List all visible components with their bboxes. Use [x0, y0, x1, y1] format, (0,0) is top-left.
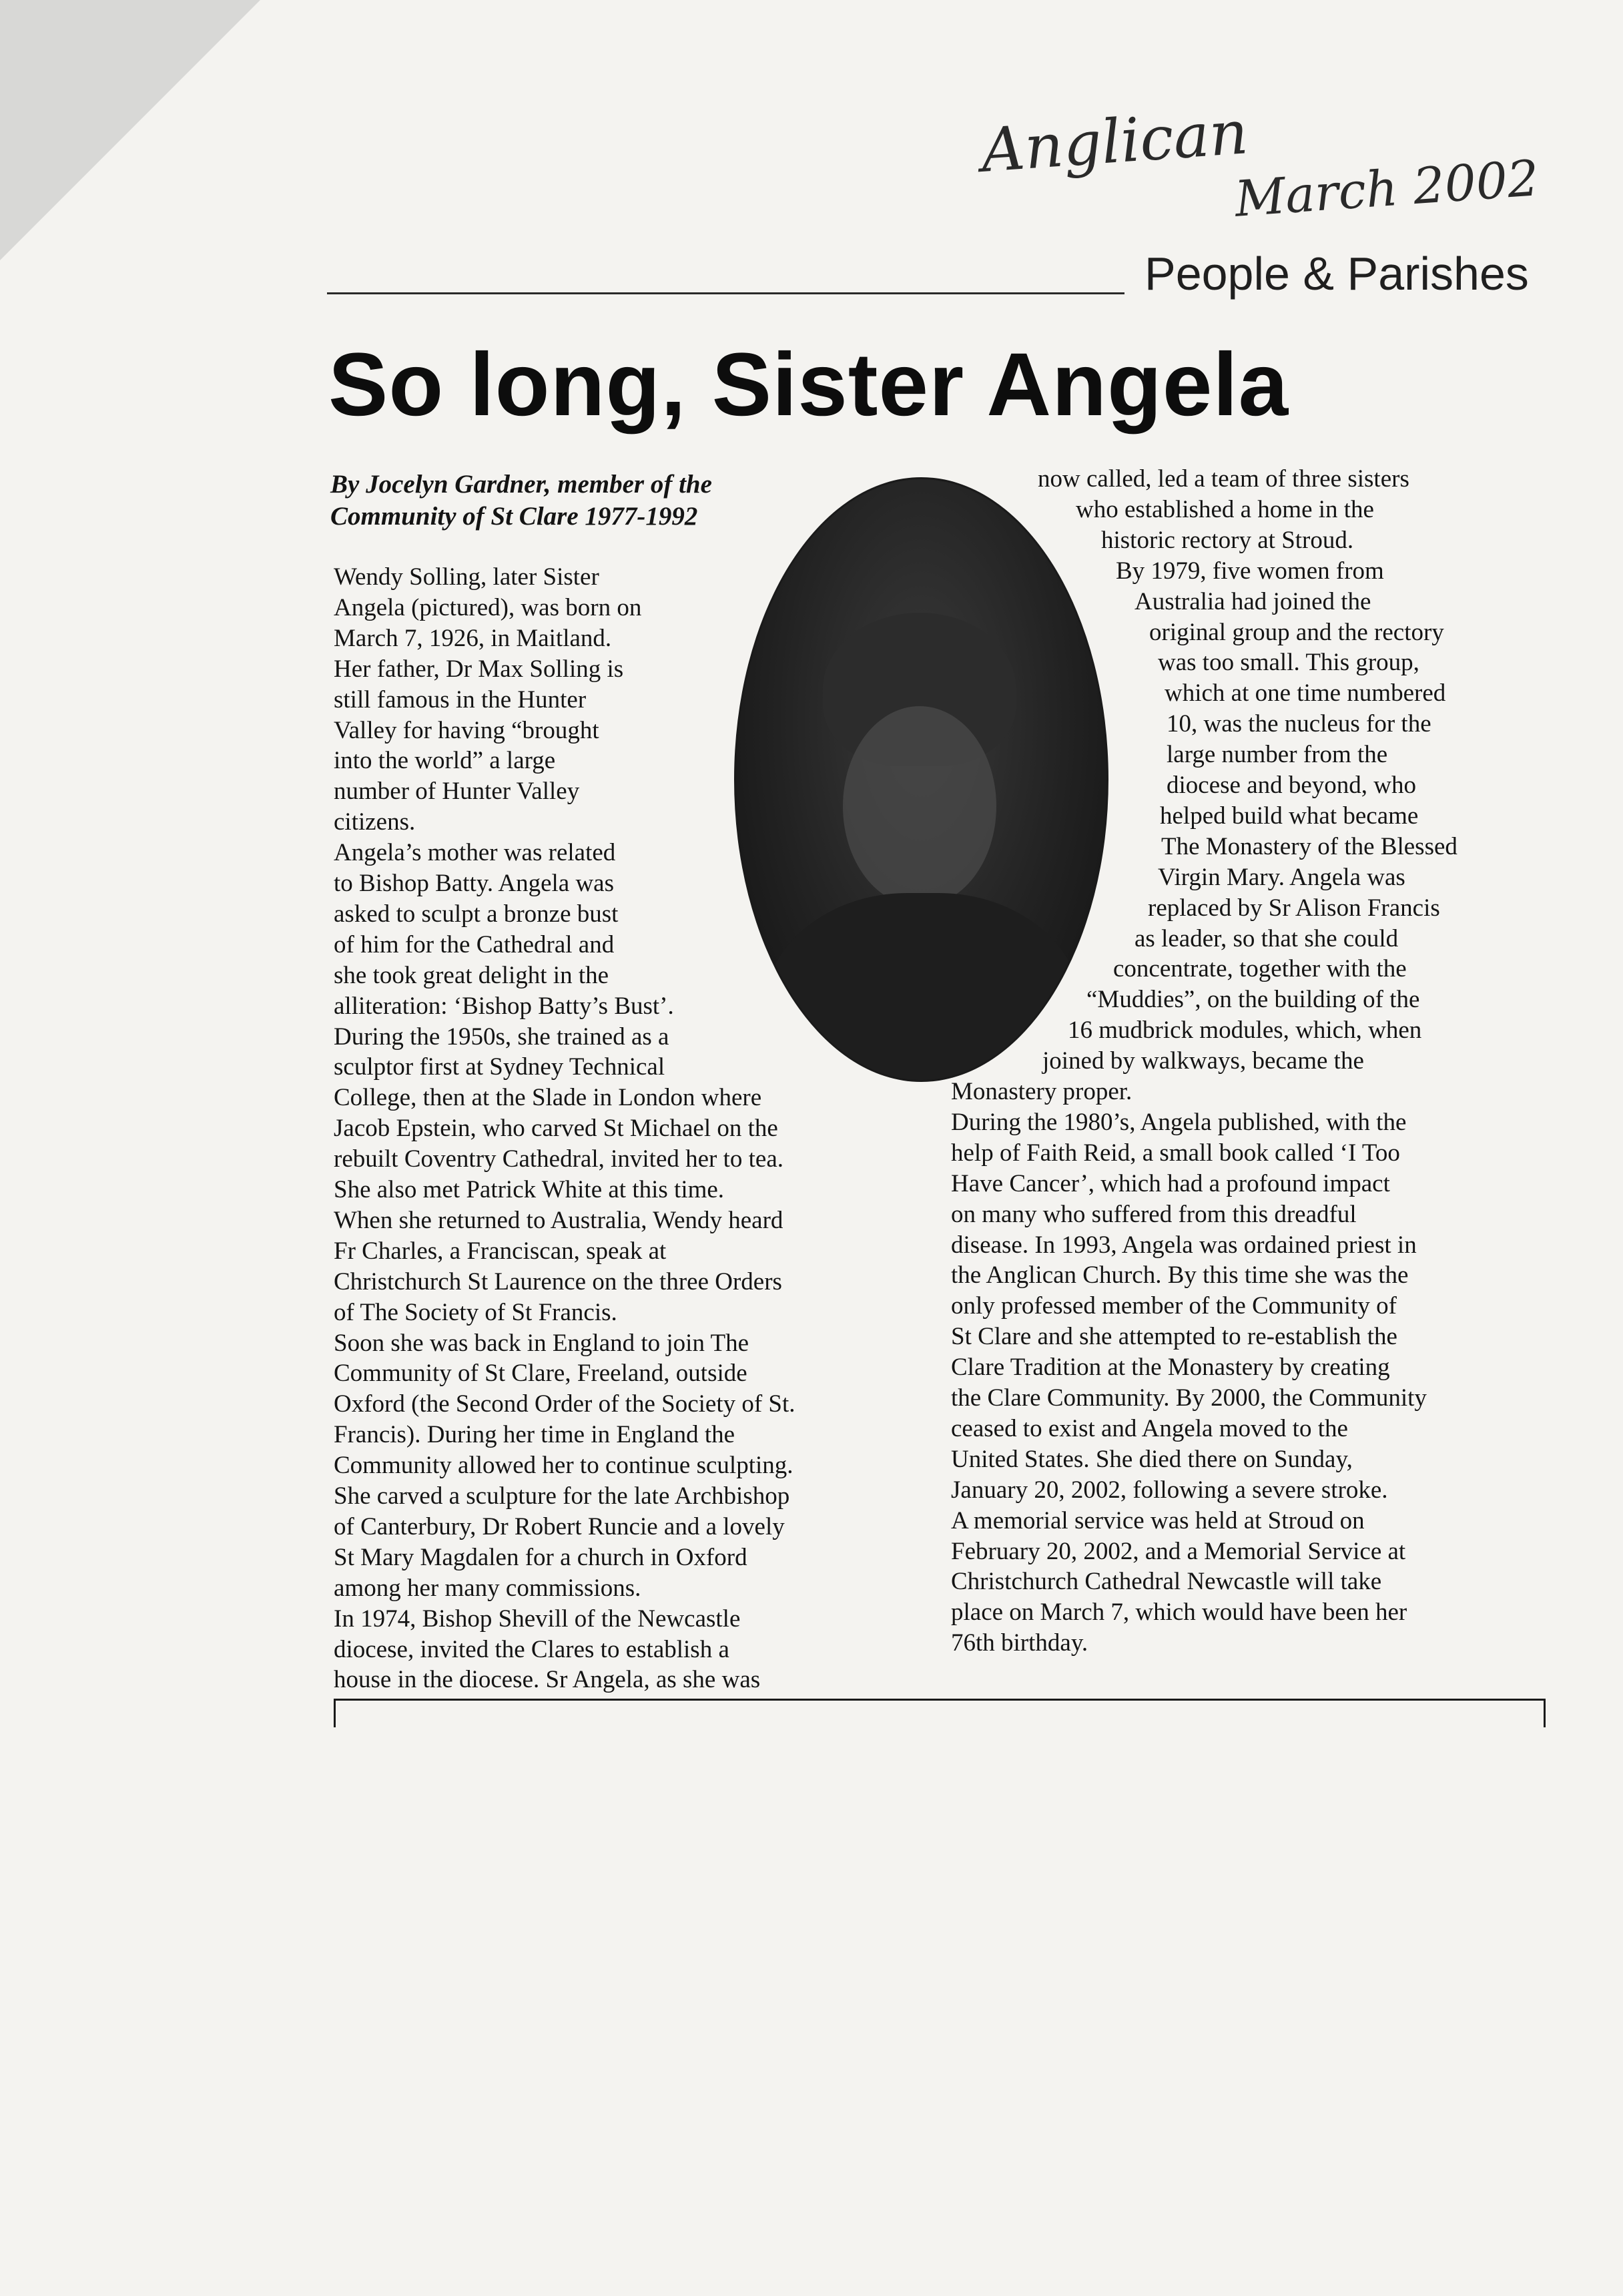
left-line: Community of St Clare, Freeland, outside [334, 1360, 747, 1388]
right-line: large number from the [1167, 741, 1388, 769]
right-line: the Clare Community. By 2000, the Community [951, 1384, 1427, 1412]
left-line: Valley for having “brought [334, 716, 599, 744]
photo-shoulder-shape [763, 893, 1083, 1082]
right-line: only professed member of the Community of [951, 1292, 1397, 1320]
handwritten-date-note: March 2002 [1233, 150, 1541, 228]
right-line: Christchurch Cathedral Newcastle will take [951, 1568, 1382, 1596]
left-line: College, then at the Slade in London where [334, 1084, 762, 1112]
article-byline [330, 469, 878, 533]
handwritten-publication-note: Anglican [978, 97, 1251, 186]
left-line: house in the diocese. Sr Angela, as she was [334, 1666, 761, 1694]
left-line: of him for the Cathedral and [334, 930, 615, 958]
section-rule [327, 292, 1124, 294]
left-line: Christchurch St Laurence on the three Orders [334, 1267, 782, 1296]
right-line: ceased to exist and Angela moved to the [951, 1414, 1348, 1442]
right-line: replaced by Sr Alison Francis [1148, 894, 1440, 922]
right-line: helped build what became [1160, 802, 1419, 830]
right-line: Australia had joined the [1134, 587, 1371, 615]
right-line: United States. She died there on Sunday, [951, 1445, 1353, 1473]
left-line: diocese, invited the Clares to establish a [334, 1635, 729, 1663]
right-line: help of Faith Reid, a small book called ‘I Too [951, 1139, 1400, 1167]
right-line: By 1979, five women from [1116, 557, 1384, 585]
right-line: historic rectory at Stroud. [1101, 526, 1354, 554]
right-line: “Muddies”, on the building of the [1086, 986, 1420, 1014]
left-line: asked to sculpt a bronze bust [334, 900, 619, 928]
byline-line-2: Community of St Clare 1977-1992 [330, 502, 698, 531]
left-line: to Bishop Batty. Angela was [334, 870, 614, 897]
right-line: Virgin Mary. Angela was [1158, 863, 1405, 891]
left-line: Jacob Epstein, who carved St Michael on the [334, 1115, 778, 1143]
section-label: People & Parishes [1145, 248, 1529, 300]
left-line: Francis). During her time in England the [334, 1421, 735, 1449]
left-line: sculptor first at Sydney Technical [334, 1053, 665, 1081]
right-line: February 20, 2002, and a Memorial Service at [951, 1537, 1406, 1565]
right-line: Clare Tradition at the Monastery by creating [951, 1354, 1390, 1382]
left-line: rebuilt Coventry Cathedral, invited her to tea. [334, 1145, 784, 1173]
right-line: joined by walkways, became the [1042, 1047, 1364, 1075]
right-line: The Monastery of the Blessed [1161, 832, 1457, 860]
left-line: Community allowed her to continue sculpting. [334, 1452, 793, 1480]
left-line: number of Hunter Valley [334, 778, 580, 806]
right-line: January 20, 2002, following a severe stroke. [951, 1476, 1388, 1504]
right-line: place on March 7, which would have been her [951, 1599, 1407, 1627]
left-line: She carved a sculpture for the late Archbishop [334, 1482, 790, 1510]
right-line: concentrate, together with the [1113, 955, 1407, 983]
left-line: still famous in the Hunter [334, 685, 587, 713]
left-line: citizens. [334, 808, 416, 836]
left-line: During the 1950s, she trained as a [334, 1023, 669, 1051]
right-line: A memorial service was held at Stroud on [951, 1506, 1365, 1534]
left-line: When she returned to Australia, Wendy heard [334, 1206, 783, 1234]
right-line: now called, led a team of three sisters [1038, 465, 1409, 493]
right-line: was too small. This group, [1158, 649, 1419, 677]
right-line: During the 1980’s, Angela published, with the [951, 1108, 1407, 1136]
left-line: Her father, Dr Max Solling is [334, 655, 624, 683]
right-line: who established a home in the [1076, 495, 1374, 523]
right-line: the Anglican Church. By this time she was the [951, 1261, 1409, 1289]
left-line: Wendy Solling, later Sister [334, 563, 599, 591]
left-line: March 7, 1926, in Maitland. [334, 624, 612, 652]
right-line: original group and the rectory [1149, 618, 1444, 646]
left-line: Oxford (the Second Order of the Society of St. [334, 1390, 795, 1418]
right-line: Have Cancer’, which had a profound impact [951, 1169, 1390, 1197]
left-line: among her many commissions. [334, 1574, 641, 1602]
folded-page-corner [0, 0, 260, 260]
right-line: as leader, so that she could [1134, 924, 1399, 952]
left-line: Angela (pictured), was born on [334, 593, 642, 621]
left-line: St Mary Magdalen for a church in Oxford [334, 1543, 747, 1571]
article-headline: So long, Sister Angela [328, 335, 1289, 435]
left-line: Soon she was back in England to join The [334, 1329, 749, 1357]
left-line: Fr Charles, a Franciscan, speak at [334, 1237, 667, 1265]
left-line: She also met Patrick White at this time. [334, 1176, 725, 1203]
portrait-photo [734, 477, 1108, 1082]
right-line: disease. In 1993, Angela was ordained priest in [951, 1231, 1417, 1259]
left-line: In 1974, Bishop Shevill of the Newcastle [334, 1605, 741, 1633]
left-line: alliteration: ‘Bishop Batty’s Bust’. [334, 992, 674, 1020]
left-line: of The Society of St Francis. [334, 1298, 617, 1326]
left-line: into the world” a large [334, 747, 556, 775]
left-line: she took great delight in the [334, 961, 609, 989]
right-line: St Clare and she attempted to re-establish the [951, 1323, 1397, 1351]
right-line: on many who suffered from this dreadful [951, 1200, 1357, 1228]
right-line: Monastery proper. [951, 1078, 1132, 1105]
right-line: 76th birthday. [951, 1629, 1088, 1657]
right-line: 16 mudbrick modules, which, when [1068, 1017, 1422, 1045]
byline-line-1: By Jocelyn Gardner, member of the [330, 470, 712, 499]
photo-face-shape [843, 706, 996, 906]
right-line: diocese and beyond, who [1167, 772, 1417, 799]
left-line: of Canterbury, Dr Robert Runcie and a lovely [334, 1512, 785, 1540]
left-line: Angela’s mother was related [334, 839, 616, 867]
right-line: which at one time numbered [1165, 679, 1446, 707]
right-line: 10, was the nucleus for the [1167, 710, 1431, 738]
following-article-box-edge [334, 1699, 1546, 1727]
